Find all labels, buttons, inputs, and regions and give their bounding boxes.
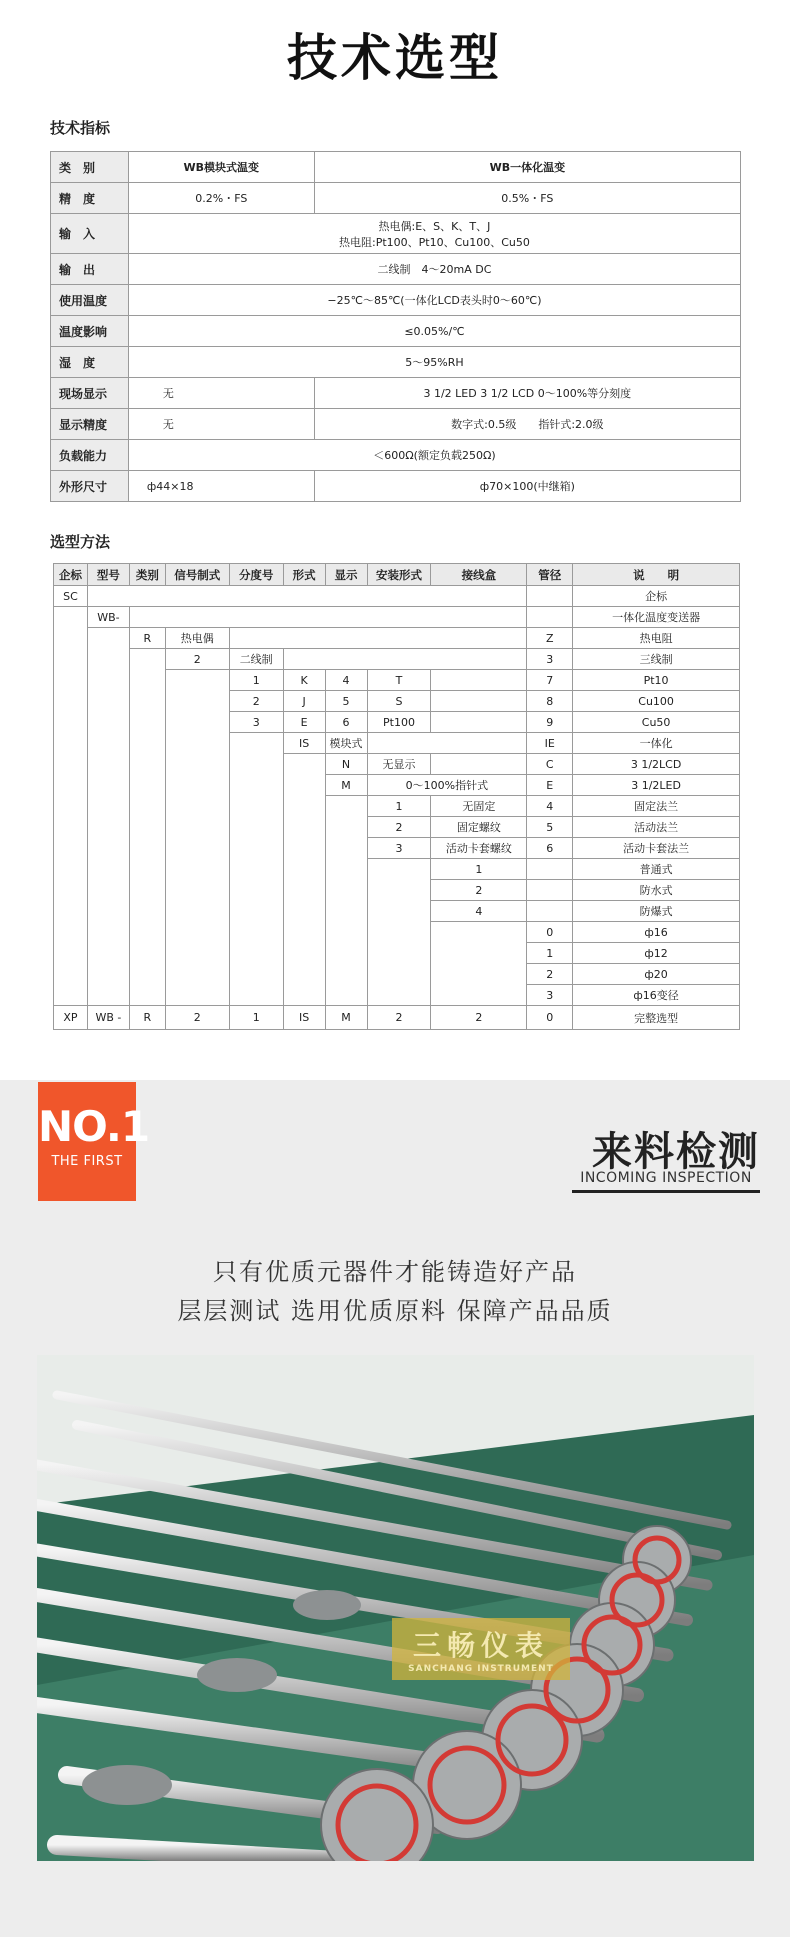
page-title: 技术选型 (287, 29, 503, 87)
label-humidity: 湿 度 (51, 347, 129, 378)
code-z: Z (527, 628, 573, 649)
vline (229, 880, 283, 901)
display-2: 3 1/2 LED 3 1/2 LCD 0～100%等分刻度 (314, 378, 740, 409)
vline (129, 733, 165, 754)
vline (54, 817, 88, 838)
label-type: 类 别 (51, 152, 129, 183)
hdr-5: 形式 (283, 564, 325, 586)
cell: R (129, 1006, 165, 1030)
table-row (54, 985, 740, 1006)
vline (87, 649, 129, 670)
input-line-2: 热电阻:Pt100、Pt10、Cu100、Cu50 (339, 235, 530, 249)
vline (325, 817, 367, 838)
vline (367, 985, 431, 1006)
cell: IE (527, 733, 573, 754)
vline (165, 838, 229, 859)
vline (165, 712, 229, 733)
vline (165, 985, 229, 1006)
row-fill (527, 859, 573, 880)
vline (229, 754, 283, 775)
vline (87, 712, 129, 733)
table-row (54, 628, 740, 649)
label-effect: 温度影响 (51, 316, 129, 347)
cell: 固定法兰 (573, 796, 740, 817)
vline (54, 796, 88, 817)
vline (283, 922, 325, 943)
vline (129, 964, 165, 985)
hdr-4: 分度号 (229, 564, 283, 586)
label-disp-prec: 显示精度 (51, 409, 129, 440)
table-row (54, 922, 740, 943)
vline (54, 775, 88, 796)
vline (129, 796, 165, 817)
vline (87, 943, 129, 964)
vline (165, 670, 229, 691)
cell: 模块式 (325, 733, 367, 754)
selection-header-row (54, 564, 740, 586)
row-fill (367, 733, 527, 754)
vline (54, 691, 88, 712)
badge-subtitle: THE FIRST (51, 1154, 123, 1169)
vline (54, 754, 88, 775)
hdr-10: 说 明 (573, 564, 740, 586)
desc-line-1: 只有优质元器件才能铸造好产品 (213, 1258, 577, 1286)
cell: S (367, 691, 431, 712)
row-fill (527, 586, 573, 607)
effect: ≤0.05%/℃ (128, 316, 740, 347)
input-cell (128, 214, 740, 254)
cell: 4 (325, 670, 367, 691)
vline (54, 859, 88, 880)
table-row (54, 838, 740, 859)
vline (87, 733, 129, 754)
cell: IS (283, 733, 325, 754)
vline (229, 901, 283, 922)
temp: −25℃～85℃(一体化LCD表头时0～60℃) (128, 285, 740, 316)
size-1: ф44×18 (128, 471, 314, 502)
cell: 5 (527, 817, 573, 838)
cell: Pt10 (573, 670, 740, 691)
table-row (54, 754, 740, 775)
cell: ф16 (573, 922, 740, 943)
cell: 6 (527, 838, 573, 859)
cell: Pt100 (367, 712, 431, 733)
cell: 活动卡套螺纹 (431, 838, 527, 859)
label-output: 输 出 (51, 254, 129, 285)
vline (87, 838, 129, 859)
cell: 0～100%指针式 (367, 775, 527, 796)
desc-line-2: 层层测试 选用优质原料 保障产品品质 (177, 1297, 613, 1325)
table-row (54, 775, 740, 796)
vline (54, 964, 88, 985)
vline (87, 754, 129, 775)
vline (165, 901, 229, 922)
cell: 固定螺纹 (431, 817, 527, 838)
cell: 7 (527, 670, 573, 691)
vline (229, 943, 283, 964)
vline (229, 985, 283, 1006)
row-fill (527, 607, 573, 628)
row-fill (431, 754, 527, 775)
vline (54, 943, 88, 964)
hdr-3: 信号制式 (165, 564, 229, 586)
table-row (54, 796, 740, 817)
hdr-9: 管径 (527, 564, 573, 586)
load: ＜600Ω(额定负载250Ω) (128, 440, 740, 471)
cell: 1 (229, 670, 283, 691)
cell: M (325, 775, 367, 796)
cell: 1 (527, 943, 573, 964)
vline (165, 880, 229, 901)
vline (229, 838, 283, 859)
vline (129, 922, 165, 943)
row-fill (431, 712, 527, 733)
vline (325, 880, 367, 901)
cell: 9 (527, 712, 573, 733)
vline (325, 838, 367, 859)
table-row (54, 670, 740, 691)
vline (54, 880, 88, 901)
row-fill (129, 607, 526, 628)
cell: E (527, 775, 573, 796)
vline (367, 859, 431, 880)
cell: 2 (165, 1006, 229, 1030)
vline (229, 964, 283, 985)
vline (165, 775, 229, 796)
cell: 一体化 (573, 733, 740, 754)
vline (87, 859, 129, 880)
vline (367, 922, 431, 943)
vline (129, 649, 165, 670)
cell: 3 (527, 985, 573, 1006)
vline (325, 796, 367, 817)
display-1: 无 (128, 378, 314, 409)
vline (283, 754, 325, 775)
vline (54, 670, 88, 691)
cell: ф12 (573, 943, 740, 964)
row-fill (527, 880, 573, 901)
table-row (54, 586, 740, 607)
code-sc: SC (54, 586, 88, 607)
vline (54, 922, 88, 943)
hdr-2: 类别 (129, 564, 165, 586)
label-load: 负载能力 (51, 440, 129, 471)
spec-heading: 技术指标 (50, 119, 111, 137)
col-header-1: WB模块式温变 (128, 152, 314, 183)
humidity: 5～95%RH (128, 347, 740, 378)
cell: 1 (367, 796, 431, 817)
cell: ф16变径 (573, 985, 740, 1006)
cell: K (283, 670, 325, 691)
hdr-0: 企标 (54, 564, 88, 586)
vline (129, 838, 165, 859)
cell: N (325, 754, 367, 775)
watermark-en: SANCHANG INSTRUMENT (408, 1664, 554, 1674)
table-row (54, 607, 740, 628)
vline (165, 859, 229, 880)
table-row (54, 901, 740, 922)
cell: 2 (527, 964, 573, 985)
badge-number: NO.1 (38, 1102, 150, 1151)
size-2: ф70×100(中继箱) (314, 471, 740, 502)
cell: 3 (367, 838, 431, 859)
row-fill (283, 649, 527, 670)
desc-wb: 一体化温度变送器 (573, 607, 740, 628)
vline (229, 922, 283, 943)
vline (129, 712, 165, 733)
hdr-1: 型号 (87, 564, 129, 586)
vline (283, 838, 325, 859)
vline (129, 754, 165, 775)
label-temp: 使用温度 (51, 285, 129, 316)
table-row (54, 733, 740, 754)
vline (367, 964, 431, 985)
row-fill (527, 901, 573, 922)
table-row (54, 649, 740, 670)
cell: 3 (229, 712, 283, 733)
code-2: 2 (165, 649, 229, 670)
label-display: 现场显示 (51, 378, 129, 409)
vline (87, 670, 129, 691)
table-row (54, 943, 740, 964)
vline (54, 733, 88, 754)
cell: 1 (431, 859, 527, 880)
vline (129, 775, 165, 796)
code-wb: WB- (87, 607, 129, 628)
vline (367, 943, 431, 964)
disp-prec-1: 无 (128, 409, 314, 440)
cell: 6 (325, 712, 367, 733)
disp-prec-2: 数字式:0.5级 指针式:2.0级 (314, 409, 740, 440)
row-fill (431, 691, 527, 712)
cell: 普通式 (573, 859, 740, 880)
vline (129, 817, 165, 838)
section-subtitle: INCOMING INSPECTION (572, 1170, 760, 1193)
vline (165, 922, 229, 943)
cell: ф20 (573, 964, 740, 985)
vline (54, 649, 88, 670)
cell: E (283, 712, 325, 733)
cell: 0 (527, 1006, 573, 1030)
cell: 4 (431, 901, 527, 922)
input-line-1: 热电偶:E、S、K、T、J (378, 219, 491, 233)
desc-r: 热电偶 (165, 628, 229, 649)
cell: 1 (229, 1006, 283, 1030)
vline (283, 901, 325, 922)
vline (325, 922, 367, 943)
vline (87, 628, 129, 649)
no1-badge (38, 1082, 150, 1201)
vline (283, 985, 325, 1006)
vline (129, 985, 165, 1006)
row-fill (431, 670, 527, 691)
vline (283, 796, 325, 817)
vline (367, 901, 431, 922)
table-row (54, 691, 740, 712)
vline (87, 901, 129, 922)
desc-z: 热电阻 (573, 628, 740, 649)
hdr-7: 安装形式 (367, 564, 431, 586)
row-fill (229, 628, 527, 649)
vline (431, 922, 527, 943)
output: 二线制 4～20mA DC (128, 254, 740, 285)
cell: T (367, 670, 431, 691)
cell: 防水式 (573, 880, 740, 901)
vline (229, 796, 283, 817)
cell: 活动法兰 (573, 817, 740, 838)
cell: 3 1/2LED (573, 775, 740, 796)
vline (283, 964, 325, 985)
product-photo (37, 1355, 754, 1861)
vline (229, 859, 283, 880)
vline (165, 691, 229, 712)
selection-table (53, 563, 740, 1030)
label-precision: 精 度 (51, 183, 129, 214)
vline (165, 943, 229, 964)
cell: 2 (367, 817, 431, 838)
hdr-6: 显示 (325, 564, 367, 586)
cell: Cu50 (573, 712, 740, 733)
table-row (54, 964, 740, 985)
cell: 2 (229, 691, 283, 712)
section-title: 来料检测 (592, 1129, 760, 1175)
label-size: 外形尺寸 (51, 471, 129, 502)
vline (165, 754, 229, 775)
vline (87, 985, 129, 1006)
vline (325, 964, 367, 985)
vline (87, 922, 129, 943)
vline (367, 880, 431, 901)
cell: 4 (527, 796, 573, 817)
vline (87, 817, 129, 838)
table-row (54, 859, 740, 880)
table-row (54, 712, 740, 733)
vline (54, 607, 88, 628)
vline (54, 985, 88, 1006)
vline (87, 796, 129, 817)
selection-heading: 选型方法 (50, 533, 111, 551)
table-row (54, 880, 740, 901)
vline (325, 901, 367, 922)
vline (325, 859, 367, 880)
cell: 2 (431, 1006, 527, 1030)
cell: 5 (325, 691, 367, 712)
col-header-2: WB一体化温变 (314, 152, 740, 183)
vline (54, 712, 88, 733)
vline (431, 964, 527, 985)
vline (129, 691, 165, 712)
vline (54, 838, 88, 859)
spec-table (50, 151, 741, 502)
code-r: R (129, 628, 165, 649)
vline (54, 901, 88, 922)
vline (165, 964, 229, 985)
desc-sc: 企标 (573, 586, 740, 607)
cell: 无固定 (431, 796, 527, 817)
hdr-8: 接线盒 (431, 564, 527, 586)
vline (229, 775, 283, 796)
cell: 3 1/2LCD (573, 754, 740, 775)
cell: 2 (367, 1006, 431, 1030)
precision-1: 0.2%・FS (128, 183, 314, 214)
cell: WB - (87, 1006, 129, 1030)
cell: J (283, 691, 325, 712)
vline (165, 796, 229, 817)
vline (283, 859, 325, 880)
vline (165, 817, 229, 838)
vline (165, 733, 229, 754)
desc-2wire: 二线制 (229, 649, 283, 670)
vline (129, 880, 165, 901)
vline (283, 880, 325, 901)
vline (229, 733, 283, 754)
photo-illustration (37, 1355, 754, 1861)
cell: 完整选型 (573, 1006, 740, 1030)
vline (229, 817, 283, 838)
vline (54, 628, 88, 649)
cell: 2 (431, 880, 527, 901)
vline (129, 901, 165, 922)
label-input: 输 入 (51, 214, 129, 254)
precision-2: 0.5%・FS (314, 183, 740, 214)
cell: Cu100 (573, 691, 740, 712)
cell: 无显示 (367, 754, 431, 775)
cell: IS (283, 1006, 325, 1030)
vline (87, 691, 129, 712)
cell: 防爆式 (573, 901, 740, 922)
vline (283, 817, 325, 838)
vline (87, 775, 129, 796)
vline (283, 943, 325, 964)
table-row (54, 817, 740, 838)
watermark-logo (392, 1618, 570, 1680)
watermark-cn: 三畅仪表 (412, 1629, 549, 1662)
vline (431, 943, 527, 964)
vline (129, 859, 165, 880)
vline (325, 985, 367, 1006)
vline (431, 985, 527, 1006)
vline (87, 880, 129, 901)
code-3: 3 (527, 649, 573, 670)
vline (283, 775, 325, 796)
cell: 0 (527, 922, 573, 943)
cell: XP (54, 1006, 88, 1030)
vline (129, 943, 165, 964)
row-fill (87, 586, 526, 607)
cell: 活动卡套法兰 (573, 838, 740, 859)
cell: M (325, 1006, 367, 1030)
cell: 8 (527, 691, 573, 712)
example-row (54, 1006, 740, 1030)
vline (129, 670, 165, 691)
vline (87, 964, 129, 985)
cell: C (527, 754, 573, 775)
desc-3wire: 三线制 (573, 649, 740, 670)
vline (325, 943, 367, 964)
